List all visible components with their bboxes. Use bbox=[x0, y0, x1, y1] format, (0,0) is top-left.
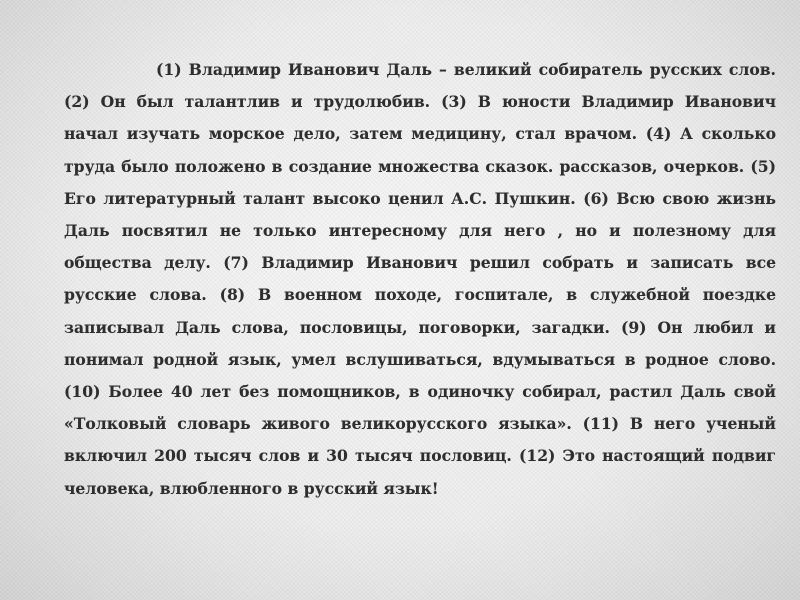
text-paragraph: (1) Владимир Иванович Даль – великий собиратель русских слов. (2) Он был талантлив и трудолюбив. (3) В юности Владимир Иванович начал изучать морское дело, затем медицину, стал врачом. (4) А сколько труда было положено в создание множества сказок. рассказов, очерков. (5) Его литературный талант высоко ценил А.С. Пушкин. (6) Всю свою жизнь Даль посвятил не только интересному для него , но и полезному для общества делу. (7) Владимир Иванович решил собрать и записать все русские слова. (8) В военном походе, госпитале, в служебной поездке записывал Даль слова, пословицы, поговорки, загадки. (9) Он любил и понимал родной язык, умел вслушиваться, вдумываться в родное слово. (10) Более 40 лет без помощников, в одиночку собирал, растил Даль свой «Толковый словарь живого великорусского языка». (11) В него ученый включил 200 тысяч слов и 30 тысяч пословиц. (12) Это настоящий подвиг человека, влюбленного в русский язык! bbox=[64, 60, 776, 498]
